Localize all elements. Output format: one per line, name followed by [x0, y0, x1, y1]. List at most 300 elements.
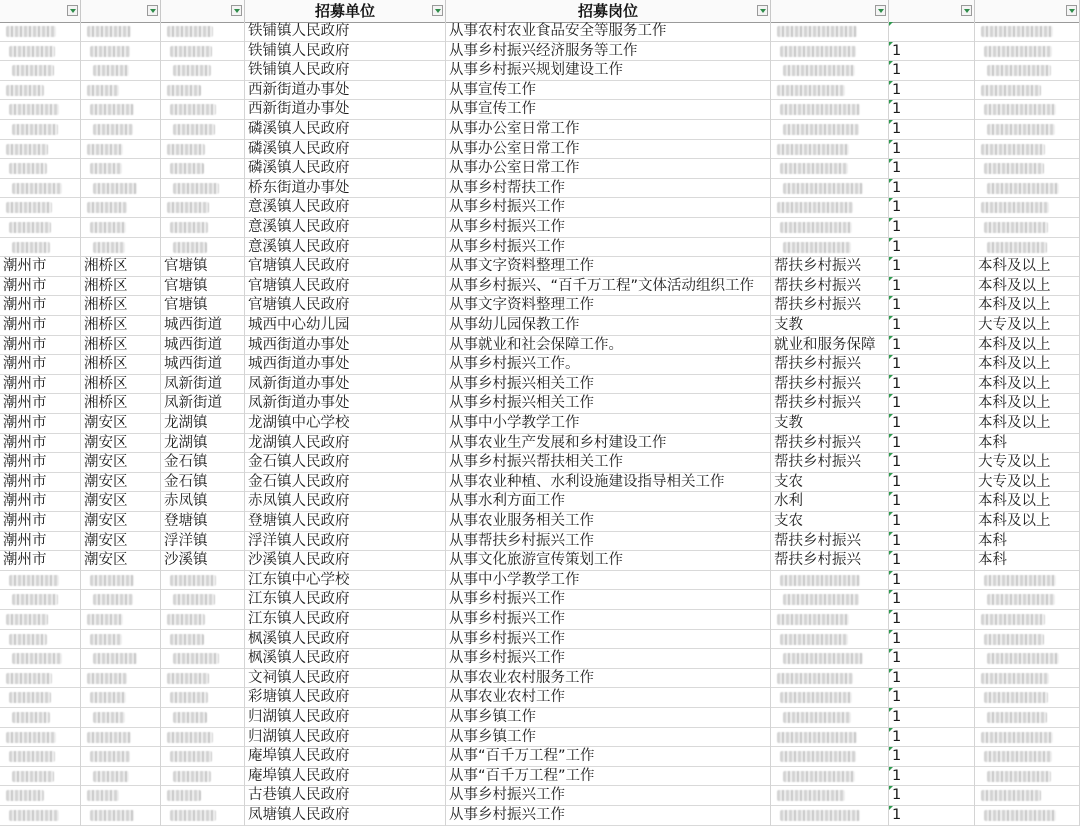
cell-city[interactable]	[0, 198, 81, 218]
cell-town[interactable]	[161, 571, 245, 591]
cell-count[interactable]: 1	[889, 806, 975, 826]
cell-type[interactable]	[771, 100, 889, 120]
cell-unit[interactable]: 枫溪镇人民政府	[245, 630, 446, 650]
cell-post[interactable]: 从事乡村帮扶工作	[446, 179, 771, 199]
cell-unit[interactable]: 文祠镇人民政府	[245, 669, 446, 689]
cell-city[interactable]: 潮州市	[0, 434, 81, 454]
cell-unit[interactable]: 沙溪镇人民政府	[245, 551, 446, 571]
cell-type[interactable]	[771, 218, 889, 238]
cell-city[interactable]: 潮州市	[0, 296, 81, 316]
filter-dropdown-icon[interactable]	[231, 5, 242, 16]
cell-type[interactable]: 水利	[771, 492, 889, 512]
cell-town[interactable]	[161, 198, 245, 218]
cell-town[interactable]	[161, 22, 245, 42]
cell-city[interactable]	[0, 728, 81, 748]
cell-city[interactable]: 潮州市	[0, 394, 81, 414]
cell-district[interactable]: 湘桥区	[81, 336, 161, 356]
cell-type[interactable]	[771, 786, 889, 806]
cell-unit[interactable]: 铁铺镇人民政府	[245, 42, 446, 62]
cell-district[interactable]: 潮安区	[81, 434, 161, 454]
cell-city[interactable]	[0, 669, 81, 689]
cell-count[interactable]	[889, 22, 975, 42]
cell-city[interactable]	[0, 159, 81, 179]
cell-town[interactable]	[161, 179, 245, 199]
cell-count[interactable]: 1	[889, 198, 975, 218]
cell-town[interactable]	[161, 806, 245, 826]
cell-edu[interactable]: 本科及以上	[975, 512, 1080, 532]
cell-type[interactable]: 支农	[771, 473, 889, 493]
cell-type[interactable]: 帮扶乡村振兴	[771, 277, 889, 297]
cell-edu[interactable]	[975, 120, 1080, 140]
cell-count[interactable]: 1	[889, 375, 975, 395]
cell-unit[interactable]: 登塘镇人民政府	[245, 512, 446, 532]
cell-post[interactable]: 从事文化旅游宣传策划工作	[446, 551, 771, 571]
cell-type[interactable]: 帮扶乡村振兴	[771, 551, 889, 571]
cell-edu[interactable]: 本科及以上	[975, 336, 1080, 356]
cell-town[interactable]: 官塘镇	[161, 296, 245, 316]
cell-city[interactable]	[0, 571, 81, 591]
cell-edu[interactable]: 本科及以上	[975, 355, 1080, 375]
cell-district[interactable]	[81, 100, 161, 120]
cell-edu[interactable]	[975, 81, 1080, 101]
cell-post[interactable]: 从事乡村振兴工作	[446, 630, 771, 650]
cell-town[interactable]: 城西街道	[161, 316, 245, 336]
cell-town[interactable]: 金石镇	[161, 473, 245, 493]
cell-edu[interactable]	[975, 218, 1080, 238]
cell-count[interactable]: 1	[889, 100, 975, 120]
cell-post[interactable]: 从事文字资料整理工作	[446, 257, 771, 277]
cell-count[interactable]: 1	[889, 355, 975, 375]
cell-edu[interactable]	[975, 767, 1080, 787]
filter-dropdown-icon[interactable]	[875, 5, 886, 16]
cell-count[interactable]: 1	[889, 492, 975, 512]
cell-count[interactable]: 1	[889, 590, 975, 610]
cell-town[interactable]: 赤凤镇	[161, 492, 245, 512]
cell-unit[interactable]: 古巷镇人民政府	[245, 786, 446, 806]
cell-post[interactable]: 从事乡镇工作	[446, 728, 771, 748]
cell-town[interactable]	[161, 159, 245, 179]
cell-post[interactable]: 从事乡村振兴工作	[446, 218, 771, 238]
cell-count[interactable]: 1	[889, 61, 975, 81]
cell-unit[interactable]: 城西街道办事处	[245, 336, 446, 356]
cell-post[interactable]: 从事幼儿园保教工作	[446, 316, 771, 336]
cell-unit[interactable]: 庵埠镇人民政府	[245, 767, 446, 787]
cell-type[interactable]	[771, 590, 889, 610]
cell-edu[interactable]: 大专及以上	[975, 453, 1080, 473]
cell-district[interactable]: 湘桥区	[81, 277, 161, 297]
cell-unit[interactable]: 凤新街道办事处	[245, 375, 446, 395]
cell-unit[interactable]: 江东镇人民政府	[245, 590, 446, 610]
cell-unit[interactable]: 西新街道办事处	[245, 81, 446, 101]
cell-district[interactable]	[81, 22, 161, 42]
cell-post[interactable]: 从事乡村振兴帮扶相关工作	[446, 453, 771, 473]
cell-district[interactable]: 湘桥区	[81, 375, 161, 395]
cell-post[interactable]: 从事办公室日常工作	[446, 140, 771, 160]
cell-city[interactable]	[0, 630, 81, 650]
cell-district[interactable]: 潮安区	[81, 414, 161, 434]
cell-count[interactable]: 1	[889, 218, 975, 238]
cell-city[interactable]: 潮州市	[0, 492, 81, 512]
cell-town[interactable]: 登塘镇	[161, 512, 245, 532]
cell-edu[interactable]	[975, 42, 1080, 62]
cell-unit[interactable]: 城西街道办事处	[245, 355, 446, 375]
cell-unit[interactable]: 西新街道办事处	[245, 100, 446, 120]
cell-town[interactable]: 龙湖镇	[161, 434, 245, 454]
cell-edu[interactable]	[975, 100, 1080, 120]
cell-district[interactable]	[81, 630, 161, 650]
cell-edu[interactable]: 本科及以上	[975, 257, 1080, 277]
cell-type[interactable]	[771, 649, 889, 669]
cell-district[interactable]	[81, 688, 161, 708]
cell-count[interactable]: 1	[889, 630, 975, 650]
cell-count[interactable]: 1	[889, 786, 975, 806]
cell-edu[interactable]	[975, 708, 1080, 728]
cell-post[interactable]: 从事农村农业食品安全等服务工作	[446, 22, 771, 42]
cell-post[interactable]: 从事宣传工作	[446, 100, 771, 120]
cell-count[interactable]: 1	[889, 708, 975, 728]
cell-city[interactable]	[0, 688, 81, 708]
cell-unit[interactable]: 磷溪镇人民政府	[245, 159, 446, 179]
cell-town[interactable]: 城西街道	[161, 336, 245, 356]
cell-city[interactable]	[0, 42, 81, 62]
cell-district[interactable]	[81, 669, 161, 689]
cell-type[interactable]: 帮扶乡村振兴	[771, 394, 889, 414]
cell-count[interactable]: 1	[889, 257, 975, 277]
cell-city[interactable]: 潮州市	[0, 375, 81, 395]
cell-unit[interactable]: 意溪镇人民政府	[245, 218, 446, 238]
cell-unit[interactable]: 浮洋镇人民政府	[245, 532, 446, 552]
cell-type[interactable]	[771, 669, 889, 689]
cell-city[interactable]: 潮州市	[0, 551, 81, 571]
cell-unit[interactable]: 铁铺镇人民政府	[245, 61, 446, 81]
cell-post[interactable]: 从事乡村振兴工作	[446, 610, 771, 630]
cell-unit[interactable]: 金石镇人民政府	[245, 453, 446, 473]
cell-type[interactable]	[771, 81, 889, 101]
cell-edu[interactable]	[975, 786, 1080, 806]
cell-town[interactable]	[161, 728, 245, 748]
cell-edu[interactable]	[975, 179, 1080, 199]
cell-edu[interactable]: 本科及以上	[975, 394, 1080, 414]
cell-unit[interactable]: 官塘镇人民政府	[245, 277, 446, 297]
cell-unit[interactable]: 彩塘镇人民政府	[245, 688, 446, 708]
cell-city[interactable]: 潮州市	[0, 414, 81, 434]
cell-type[interactable]	[771, 238, 889, 258]
cell-type[interactable]: 帮扶乡村振兴	[771, 532, 889, 552]
cell-unit[interactable]: 官塘镇人民政府	[245, 257, 446, 277]
cell-unit[interactable]: 枫溪镇人民政府	[245, 649, 446, 669]
cell-edu[interactable]	[975, 140, 1080, 160]
cell-district[interactable]	[81, 747, 161, 767]
cell-post[interactable]: 从事乡村振兴相关工作	[446, 394, 771, 414]
cell-edu[interactable]: 本科	[975, 434, 1080, 454]
cell-district[interactable]	[81, 81, 161, 101]
cell-post[interactable]: 从事宣传工作	[446, 81, 771, 101]
cell-type[interactable]: 帮扶乡村振兴	[771, 453, 889, 473]
cell-town[interactable]	[161, 218, 245, 238]
cell-town[interactable]: 凤新街道	[161, 375, 245, 395]
cell-city[interactable]	[0, 747, 81, 767]
cell-city[interactable]	[0, 708, 81, 728]
cell-town[interactable]	[161, 81, 245, 101]
cell-type[interactable]: 帮扶乡村振兴	[771, 375, 889, 395]
cell-town[interactable]: 城西街道	[161, 355, 245, 375]
cell-unit[interactable]: 磷溪镇人民政府	[245, 120, 446, 140]
cell-town[interactable]	[161, 590, 245, 610]
cell-type[interactable]	[771, 708, 889, 728]
cell-town[interactable]	[161, 610, 245, 630]
cell-post[interactable]: 从事农业农村服务工作	[446, 669, 771, 689]
cell-town[interactable]	[161, 708, 245, 728]
cell-type[interactable]: 帮扶乡村振兴	[771, 434, 889, 454]
cell-type[interactable]	[771, 42, 889, 62]
cell-post[interactable]: 从事乡村振兴工作	[446, 649, 771, 669]
filter-dropdown-icon[interactable]	[67, 5, 78, 16]
cell-town[interactable]	[161, 630, 245, 650]
cell-post[interactable]: 从事中小学教学工作	[446, 414, 771, 434]
cell-count[interactable]: 1	[889, 140, 975, 160]
cell-district[interactable]: 潮安区	[81, 453, 161, 473]
cell-town[interactable]	[161, 140, 245, 160]
filter-dropdown-icon[interactable]	[432, 5, 443, 16]
cell-city[interactable]: 潮州市	[0, 532, 81, 552]
cell-city[interactable]: 潮州市	[0, 277, 81, 297]
cell-town[interactable]	[161, 238, 245, 258]
cell-count[interactable]: 1	[889, 649, 975, 669]
cell-unit[interactable]: 归湖镇人民政府	[245, 708, 446, 728]
cell-city[interactable]	[0, 61, 81, 81]
cell-edu[interactable]: 本科及以上	[975, 296, 1080, 316]
cell-edu[interactable]	[975, 728, 1080, 748]
cell-district[interactable]: 湘桥区	[81, 257, 161, 277]
cell-count[interactable]: 1	[889, 296, 975, 316]
cell-post[interactable]: 从事乡村振兴工作	[446, 590, 771, 610]
cell-edu[interactable]	[975, 571, 1080, 591]
cell-district[interactable]	[81, 786, 161, 806]
cell-post[interactable]: 从事乡村振兴工作	[446, 238, 771, 258]
cell-count[interactable]: 1	[889, 453, 975, 473]
cell-town[interactable]	[161, 669, 245, 689]
cell-edu[interactable]	[975, 198, 1080, 218]
cell-district[interactable]: 潮安区	[81, 512, 161, 532]
cell-count[interactable]: 1	[889, 610, 975, 630]
filter-dropdown-icon[interactable]	[961, 5, 972, 16]
cell-unit[interactable]: 归湖镇人民政府	[245, 728, 446, 748]
cell-post[interactable]: 从事乡村振兴工作	[446, 198, 771, 218]
cell-edu[interactable]	[975, 590, 1080, 610]
cell-post[interactable]: 从事乡村振兴工作	[446, 806, 771, 826]
cell-town[interactable]: 沙溪镇	[161, 551, 245, 571]
cell-count[interactable]: 1	[889, 414, 975, 434]
cell-city[interactable]: 潮州市	[0, 512, 81, 532]
cell-post[interactable]: 从事农业农村工作	[446, 688, 771, 708]
cell-count[interactable]: 1	[889, 434, 975, 454]
cell-post[interactable]: 从事乡村振兴相关工作	[446, 375, 771, 395]
cell-edu[interactable]	[975, 669, 1080, 689]
cell-post[interactable]: 从事农业生产发展和乡村建设工作	[446, 434, 771, 454]
cell-town[interactable]	[161, 747, 245, 767]
cell-type[interactable]	[771, 140, 889, 160]
cell-district[interactable]: 湘桥区	[81, 296, 161, 316]
cell-town[interactable]	[161, 767, 245, 787]
cell-city[interactable]	[0, 238, 81, 258]
cell-type[interactable]	[771, 728, 889, 748]
cell-type[interactable]: 支教	[771, 414, 889, 434]
cell-count[interactable]: 1	[889, 179, 975, 199]
cell-district[interactable]	[81, 238, 161, 258]
cell-edu[interactable]	[975, 61, 1080, 81]
cell-city[interactable]	[0, 767, 81, 787]
cell-district[interactable]	[81, 179, 161, 199]
cell-city[interactable]	[0, 806, 81, 826]
cell-unit[interactable]: 城西中心幼儿园	[245, 316, 446, 336]
cell-edu[interactable]: 本科及以上	[975, 414, 1080, 434]
cell-edu[interactable]: 大专及以上	[975, 316, 1080, 336]
cell-post[interactable]: 从事农业服务相关工作	[446, 512, 771, 532]
cell-count[interactable]: 1	[889, 159, 975, 179]
cell-post[interactable]: 从事“百千万工程”工作	[446, 767, 771, 787]
cell-edu[interactable]	[975, 159, 1080, 179]
cell-edu[interactable]: 本科及以上	[975, 375, 1080, 395]
cell-count[interactable]: 1	[889, 688, 975, 708]
cell-type[interactable]	[771, 630, 889, 650]
cell-unit[interactable]: 江东镇人民政府	[245, 610, 446, 630]
cell-city[interactable]: 潮州市	[0, 473, 81, 493]
cell-town[interactable]	[161, 42, 245, 62]
cell-edu[interactable]	[975, 238, 1080, 258]
cell-count[interactable]: 1	[889, 394, 975, 414]
cell-count[interactable]: 1	[889, 747, 975, 767]
cell-district[interactable]	[81, 159, 161, 179]
cell-post[interactable]: 从事乡村振兴工作。	[446, 355, 771, 375]
cell-district[interactable]	[81, 806, 161, 826]
cell-district[interactable]	[81, 571, 161, 591]
cell-town[interactable]	[161, 786, 245, 806]
cell-type[interactable]	[771, 747, 889, 767]
cell-count[interactable]: 1	[889, 728, 975, 748]
cell-town[interactable]: 龙湖镇	[161, 414, 245, 434]
cell-type[interactable]: 支教	[771, 316, 889, 336]
cell-type[interactable]	[771, 688, 889, 708]
cell-edu[interactable]	[975, 649, 1080, 669]
cell-type[interactable]	[771, 767, 889, 787]
cell-type[interactable]	[771, 120, 889, 140]
cell-type[interactable]: 帮扶乡村振兴	[771, 257, 889, 277]
cell-edu[interactable]: 大专及以上	[975, 473, 1080, 493]
cell-town[interactable]: 官塘镇	[161, 277, 245, 297]
cell-district[interactable]: 湘桥区	[81, 355, 161, 375]
cell-post[interactable]: 从事“百千万工程”工作	[446, 747, 771, 767]
cell-post[interactable]: 从事就业和社会保障工作。	[446, 336, 771, 356]
cell-district[interactable]: 湘桥区	[81, 316, 161, 336]
cell-district[interactable]	[81, 610, 161, 630]
cell-edu[interactable]	[975, 22, 1080, 42]
cell-city[interactable]	[0, 610, 81, 630]
cell-type[interactable]	[771, 806, 889, 826]
cell-count[interactable]: 1	[889, 571, 975, 591]
cell-count[interactable]: 1	[889, 767, 975, 787]
cell-town[interactable]: 官塘镇	[161, 257, 245, 277]
cell-city[interactable]	[0, 22, 81, 42]
filter-dropdown-icon[interactable]	[757, 5, 768, 16]
cell-district[interactable]	[81, 728, 161, 748]
cell-city[interactable]	[0, 786, 81, 806]
cell-unit[interactable]: 意溪镇人民政府	[245, 238, 446, 258]
cell-edu[interactable]	[975, 688, 1080, 708]
cell-city[interactable]	[0, 218, 81, 238]
cell-town[interactable]: 浮洋镇	[161, 532, 245, 552]
cell-district[interactable]	[81, 649, 161, 669]
cell-city[interactable]	[0, 590, 81, 610]
cell-type[interactable]: 就业和服务保障	[771, 336, 889, 356]
cell-unit[interactable]: 龙湖镇中心学校	[245, 414, 446, 434]
cell-unit[interactable]: 官塘镇人民政府	[245, 296, 446, 316]
cell-unit[interactable]: 桥东街道办事处	[245, 179, 446, 199]
cell-unit[interactable]: 赤凤镇人民政府	[245, 492, 446, 512]
cell-district[interactable]	[81, 767, 161, 787]
cell-town[interactable]	[161, 649, 245, 669]
cell-town[interactable]	[161, 100, 245, 120]
cell-count[interactable]: 1	[889, 336, 975, 356]
cell-district[interactable]	[81, 61, 161, 81]
cell-post[interactable]: 从事乡村振兴经济服务等工作	[446, 42, 771, 62]
cell-count[interactable]: 1	[889, 512, 975, 532]
cell-district[interactable]	[81, 590, 161, 610]
cell-district[interactable]	[81, 42, 161, 62]
cell-district[interactable]	[81, 120, 161, 140]
cell-city[interactable]: 潮州市	[0, 316, 81, 336]
cell-city[interactable]	[0, 120, 81, 140]
cell-post[interactable]: 从事办公室日常工作	[446, 120, 771, 140]
cell-town[interactable]: 凤新街道	[161, 394, 245, 414]
cell-edu[interactable]: 本科	[975, 551, 1080, 571]
cell-district[interactable]	[81, 218, 161, 238]
cell-post[interactable]: 从事农业种植、水利设施建设指导相关工作	[446, 473, 771, 493]
cell-count[interactable]: 1	[889, 473, 975, 493]
cell-edu[interactable]: 本科及以上	[975, 277, 1080, 297]
cell-town[interactable]	[161, 61, 245, 81]
cell-type[interactable]	[771, 159, 889, 179]
cell-city[interactable]	[0, 179, 81, 199]
cell-unit[interactable]: 金石镇人民政府	[245, 473, 446, 493]
cell-city[interactable]	[0, 81, 81, 101]
cell-unit[interactable]: 龙湖镇人民政府	[245, 434, 446, 454]
cell-post[interactable]: 从事水利方面工作	[446, 492, 771, 512]
cell-edu[interactable]	[975, 806, 1080, 826]
cell-type[interactable]: 帮扶乡村振兴	[771, 296, 889, 316]
cell-type[interactable]	[771, 198, 889, 218]
cell-city[interactable]	[0, 649, 81, 669]
cell-district[interactable]: 潮安区	[81, 532, 161, 552]
cell-type[interactable]	[771, 571, 889, 591]
cell-city[interactable]: 潮州市	[0, 355, 81, 375]
cell-post[interactable]: 从事乡村振兴、“百千万工程”文体活动组织工作	[446, 277, 771, 297]
cell-unit[interactable]: 磷溪镇人民政府	[245, 140, 446, 160]
cell-type[interactable]: 支农	[771, 512, 889, 532]
cell-town[interactable]: 金石镇	[161, 453, 245, 473]
cell-count[interactable]: 1	[889, 551, 975, 571]
cell-count[interactable]: 1	[889, 81, 975, 101]
cell-edu[interactable]	[975, 610, 1080, 630]
cell-city[interactable]: 潮州市	[0, 453, 81, 473]
cell-type[interactable]	[771, 610, 889, 630]
cell-unit[interactable]: 江东镇中心学校	[245, 571, 446, 591]
cell-unit[interactable]: 凤新街道办事处	[245, 394, 446, 414]
cell-type[interactable]	[771, 179, 889, 199]
cell-district[interactable]	[81, 140, 161, 160]
cell-edu[interactable]	[975, 747, 1080, 767]
cell-count[interactable]: 1	[889, 669, 975, 689]
cell-district[interactable]: 湘桥区	[81, 394, 161, 414]
